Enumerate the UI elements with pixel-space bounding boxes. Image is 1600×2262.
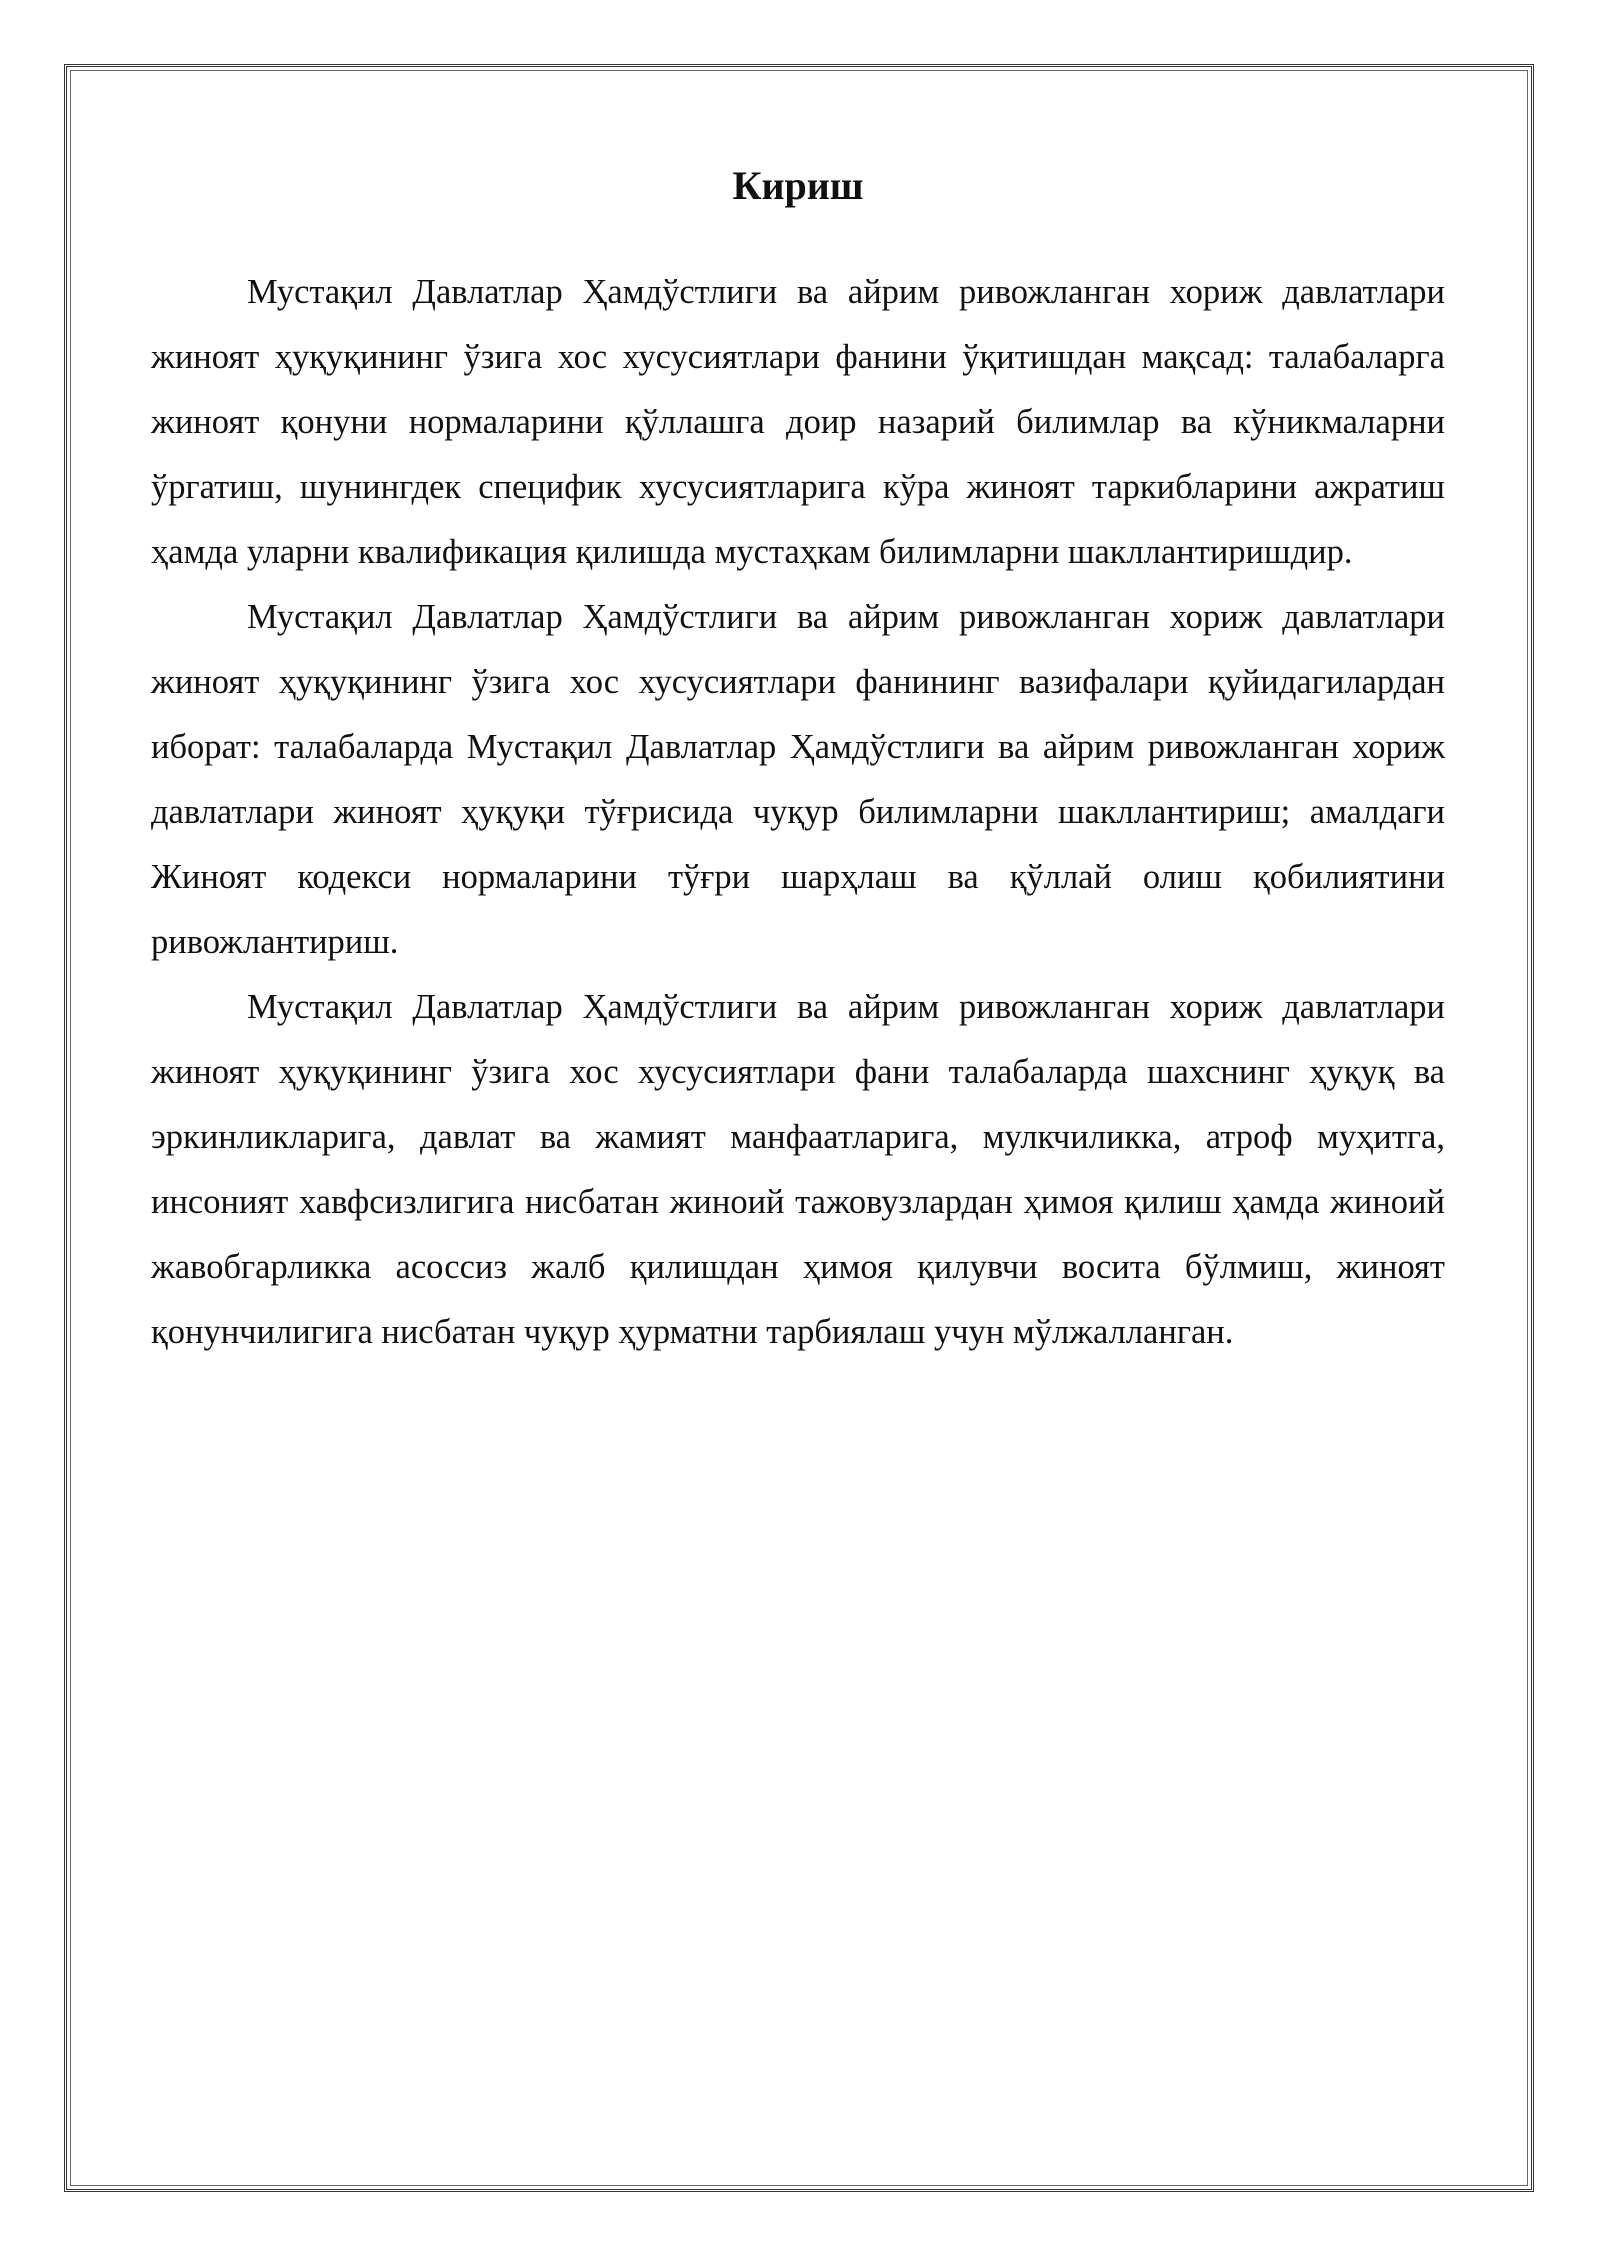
document-body [151,160,1445,1365]
paragraph-purpose: Мустақил Давлатлар Ҳамдўстлиги ва айрим ривожланган хориж давлатлари жиноят ҳуқуқининг ўзига хос хусусиятлари фани талабаларда шахснинг ҳуқуқ ва эркинликларига, давлат ва жамият манфаатларига, мулкчиликка, атроф муҳитга, инсоният хавфсизлигига нисбатан жиноий тажовузлардан ҳимоя қилиш ҳамда жиноий жавобгарликка асоссиз жалб қилишдан ҳимоя қилувчи восита бўлмиш, жиноят қонунчилигига нисбатан чуқур ҳурматни тарбиялаш учун мўлжалланган. [151,988,1445,1351]
paragraph-goal: Мустақил Давлатлар Ҳамдўстлиги ва айрим ривожланган хориж давлатлари жиноят ҳуқуқининг ўзига хос хусусиятлари фанини ўқитишдан мақсад: талабаларга жиноят қонуни нормаларини қўллашга доир назарий билимлар ва кўникмаларни ўргатиш, шунингдек специфик хусусиятларига кўра жиноят таркибларини ажратиш ҳамда уларни квалификация қилишда мустаҳкам билимларни шакллантиришдир. [151,273,1445,571]
paragraph-tasks: Мустақил Давлатлар Ҳамдўстлиги ва айрим ривожланган хориж давлатлари жиноят ҳуқуқининг ўзига хос хусусиятлари фанининг вазифалари қуйидагилардан иборат: талабаларда Мустақил Давлатлар Ҳамдўстлиги ва айрим ривожланган хориж давлатлари жиноят ҳуқуқи тўғрисида чуқур билимларни шакллантириш; амалдаги Жиноят кодекси нормаларини тўғри шарҳлаш ва қўллай олиш қобилиятини ривожлантириш. [151,598,1445,961]
document-title: Кириш [732,163,864,208]
